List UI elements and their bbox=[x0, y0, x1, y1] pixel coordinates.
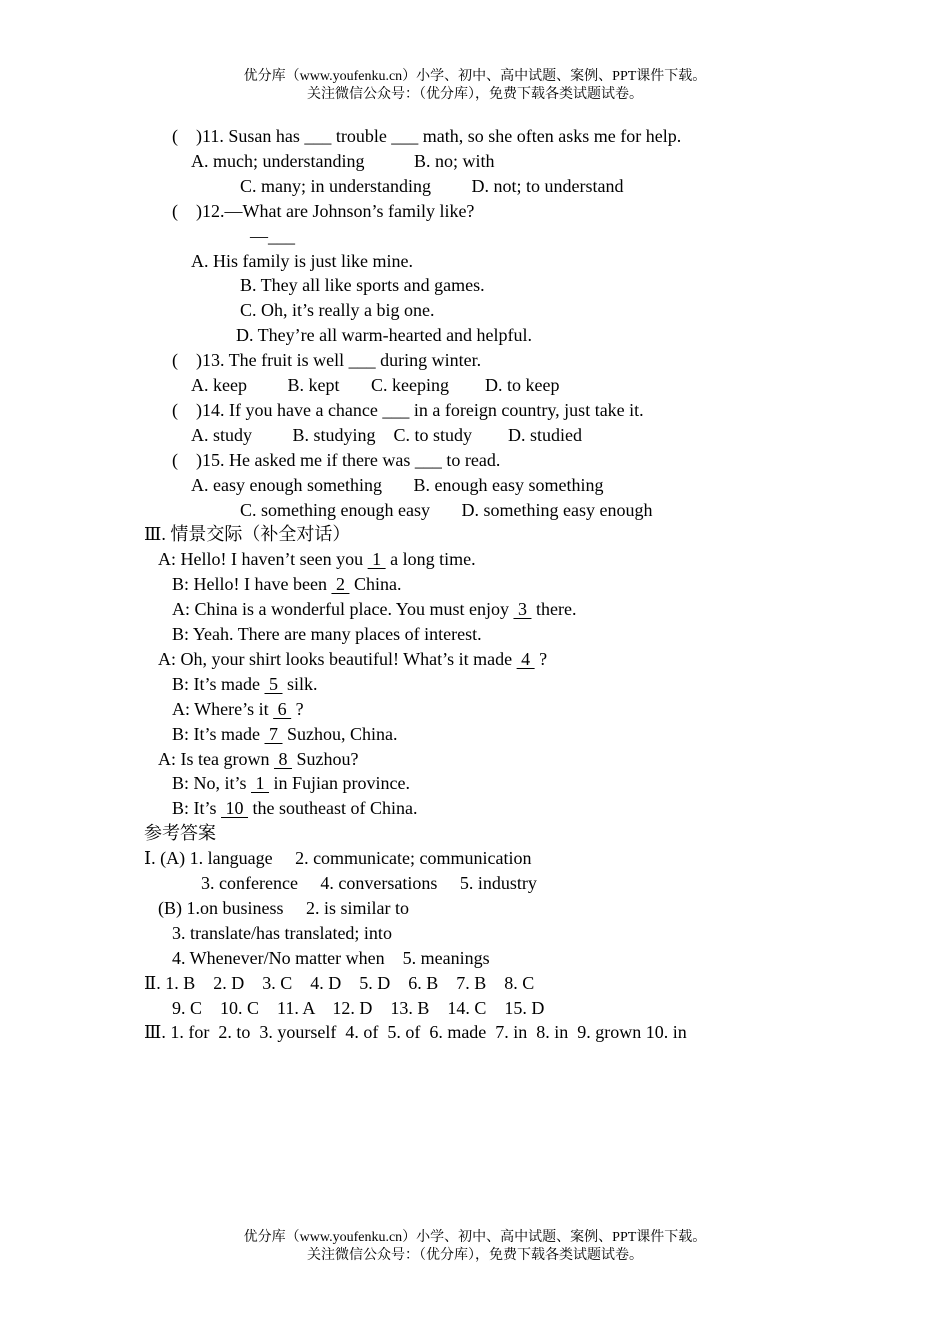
fill-blank: 4 bbox=[516, 648, 535, 669]
line-text-after: Suzhou? bbox=[291, 748, 359, 769]
line-text: A. much; understanding B. no; with bbox=[191, 150, 495, 171]
line-text: —___ bbox=[250, 225, 295, 246]
text-line bbox=[172, 199, 474, 224]
line-text: B: It’s made bbox=[172, 723, 265, 744]
text-line bbox=[172, 597, 576, 622]
text-line bbox=[144, 522, 350, 547]
fill-blank: 3 bbox=[513, 599, 532, 620]
line-text: ( )15. He asked me if there was ___ to read. bbox=[172, 449, 501, 470]
line-text: Ⅱ. 1. B 2. D 3. C 4. D 5. D 6. B 7. B 8. C bbox=[144, 972, 535, 993]
fill-blank: 8 bbox=[273, 748, 292, 769]
line-text: 4. Whenever/No matter when 5. meanings bbox=[172, 947, 490, 968]
text-line bbox=[191, 249, 413, 274]
line-text: A. easy enough something B. enough easy something bbox=[191, 474, 604, 495]
text-line bbox=[144, 1020, 687, 1045]
text-line bbox=[144, 846, 532, 871]
text-line bbox=[240, 498, 652, 523]
text-line bbox=[201, 871, 537, 896]
text-line bbox=[172, 672, 318, 697]
line-text: 参考答案 bbox=[144, 823, 216, 844]
text-line bbox=[172, 796, 418, 821]
text-line bbox=[172, 697, 304, 722]
line-text: A. study B. studying C. to study D. studied bbox=[191, 424, 583, 445]
line-text: C. Oh, it’s really a big one. bbox=[240, 300, 435, 321]
text-line bbox=[191, 473, 603, 498]
line-text: B: No, it’s bbox=[172, 773, 252, 794]
line-text: ( )13. The fruit is well ___ during winter. bbox=[172, 350, 482, 371]
line-text: B: It’s bbox=[172, 798, 222, 819]
text-line bbox=[172, 921, 392, 946]
text-line bbox=[250, 224, 295, 249]
line-text: C. something enough easy D. something easy enough bbox=[240, 499, 653, 520]
footer-line-1: 优分库（www.youfenku.cn）小学、初中、高中试题、案例、PPT课件下载。 bbox=[243, 1230, 707, 1245]
text-line bbox=[158, 896, 409, 921]
line-text-after: there. bbox=[531, 599, 577, 620]
footer-line-2: 关注微信公众号：（优分库），免费下载各类试题试卷。 bbox=[307, 1248, 643, 1263]
line-text: A: Is tea grown bbox=[158, 748, 274, 769]
line-text: A. keep B. kept C. keeping D. to keep bbox=[191, 375, 560, 395]
line-text: 3. translate/has translated; into bbox=[172, 922, 392, 943]
line-text-after: a long time. bbox=[385, 549, 476, 570]
text-line bbox=[240, 174, 623, 199]
fill-blank: 1 bbox=[367, 549, 386, 570]
line-text: B. They all like sports and games. bbox=[240, 275, 485, 296]
text-line bbox=[240, 298, 434, 323]
line-text: 3. conference 4. conversations 5. industry bbox=[201, 873, 537, 893]
text-line bbox=[172, 124, 681, 149]
text-line bbox=[172, 622, 482, 647]
line-text-after: ? bbox=[534, 648, 548, 669]
text-line bbox=[158, 647, 547, 672]
text-line bbox=[191, 423, 582, 448]
text-line bbox=[172, 722, 398, 747]
line-text: C. many; in understanding D. not; to understand bbox=[240, 175, 624, 196]
text-line bbox=[158, 547, 476, 572]
line-text: A: Oh, your shirt looks beautiful! What’s it made bbox=[158, 648, 517, 669]
line-text: Ⅲ. 1. for 2. to 3. yourself 4. of 5. of 6. made 7. in 8. in 9. grown 10. in bbox=[144, 1022, 687, 1043]
fill-blank: 10 bbox=[221, 798, 249, 819]
line-text: A. His family is just like mine. bbox=[191, 250, 413, 271]
text-line bbox=[144, 971, 534, 996]
text-line bbox=[158, 747, 358, 772]
line-text: B: Yeah. There are many places of interest. bbox=[172, 624, 482, 644]
text-line bbox=[172, 996, 544, 1021]
text-line bbox=[172, 448, 500, 473]
header-line-2: 关注微信公众号：（优分库），免费下载各类试题试卷。 bbox=[307, 87, 643, 102]
fill-blank: 1 bbox=[251, 773, 270, 794]
fill-blank: 5 bbox=[264, 673, 283, 694]
text-line bbox=[191, 149, 494, 174]
line-text-after: Suzhou, China. bbox=[282, 723, 398, 744]
text-line bbox=[172, 398, 644, 423]
line-text: ( )11. Susan has ___ trouble ___ math, so she often asks me for help. bbox=[172, 126, 682, 146]
text-line bbox=[240, 273, 485, 298]
page-footer bbox=[0, 1229, 950, 1265]
text-line bbox=[191, 373, 559, 398]
text-line bbox=[172, 572, 401, 597]
fill-blank: 2 bbox=[331, 574, 350, 595]
line-text-after: China. bbox=[349, 574, 402, 595]
line-text: 9. C 10. C 11. A 12. D 13. B 14. C 15. D bbox=[172, 997, 545, 1018]
line-text: B: It’s made bbox=[172, 673, 265, 694]
line-text: A: Where’s it bbox=[172, 698, 274, 719]
line-text: A: China is a wonderful place. You must enjoy bbox=[172, 599, 514, 620]
line-text-after: ? bbox=[291, 698, 304, 719]
line-text: Ⅰ. (A) 1. language 2. communicate; communication bbox=[144, 848, 532, 869]
text-line bbox=[236, 323, 532, 348]
page-header bbox=[0, 68, 950, 104]
line-text: (B) 1.on business 2. is similar to bbox=[158, 897, 409, 918]
line-text-after: silk. bbox=[282, 673, 318, 694]
line-text: ( )12.—What are Johnson’s family like? bbox=[172, 200, 475, 221]
text-line bbox=[172, 771, 410, 796]
text-line bbox=[172, 348, 481, 373]
fill-blank: 7 bbox=[264, 723, 283, 744]
line-text: Ⅲ. 情景交际（补全对话） bbox=[144, 524, 351, 545]
line-text: B: Hello! I have been bbox=[172, 574, 332, 595]
line-text: D. They’re all warm-hearted and helpful. bbox=[236, 325, 533, 346]
line-text: ( )14. If you have a chance ___ in a foreign country, just take it. bbox=[172, 399, 644, 420]
fill-blank: 6 bbox=[273, 698, 292, 719]
line-text-after: the southeast of China. bbox=[248, 798, 418, 819]
line-text: A: Hello! I haven’t seen you bbox=[158, 549, 368, 570]
line-text-after: in Fujian province. bbox=[269, 773, 410, 794]
header-line-1: 优分库（www.youfenku.cn）小学、初中、高中试题、案例、PPT课件下载。 bbox=[243, 69, 707, 84]
text-line bbox=[172, 946, 490, 971]
text-line bbox=[144, 821, 216, 846]
